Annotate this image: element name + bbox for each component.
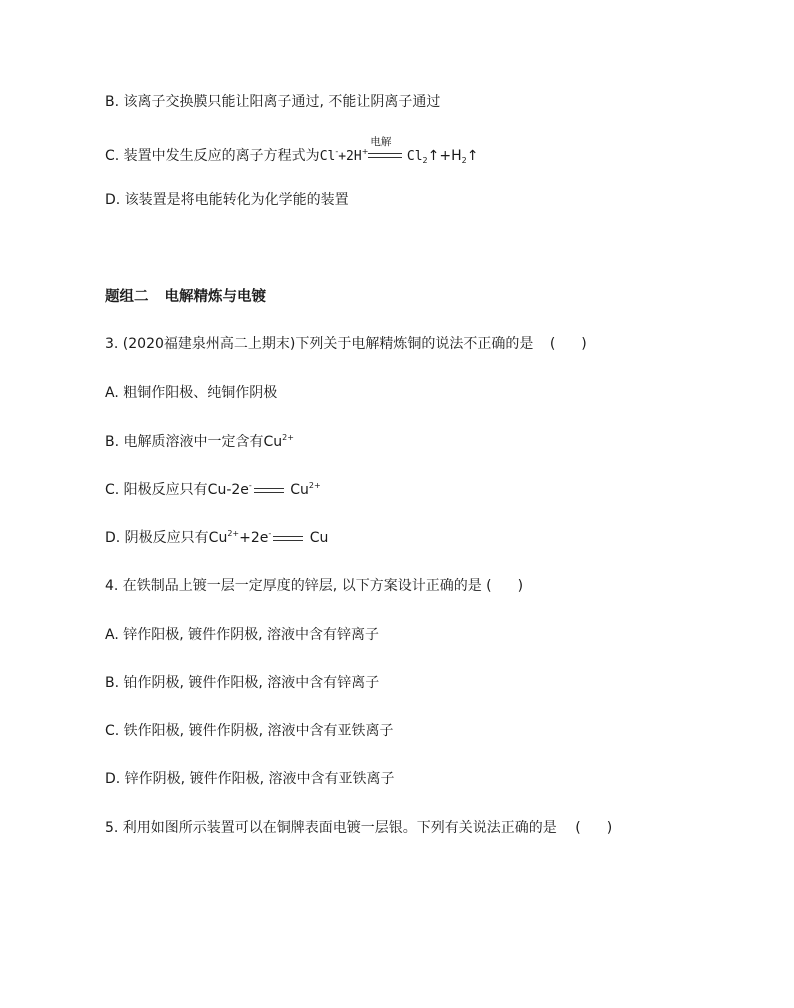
question-4-option-d: D. 锌作阴极, 镀件作阳极, 溶液中含有亚铁离子 bbox=[105, 771, 395, 787]
question-5-text: 5. 利用如图所示装置可以在铜牌表面电镀一层银。下列有关说法正确的是 bbox=[105, 820, 557, 836]
question-4-option-c: C. 铁作阳极, 镀件作阴极, 溶液中含有亚铁离子 bbox=[105, 723, 394, 739]
electron-term: +2e bbox=[239, 530, 269, 546]
chlorine-subscript: 2 bbox=[422, 156, 428, 165]
question-3-option-d bbox=[105, 528, 328, 548]
question-3-option-c bbox=[105, 480, 321, 500]
double-line bbox=[368, 153, 402, 158]
question-3-text: 3. (2020福建泉州高二上期末)下列关于电解精炼铜的说法不正确的是 bbox=[105, 336, 534, 352]
question-3-option-b bbox=[105, 432, 294, 452]
hydrogen-subscript: 2 bbox=[461, 156, 467, 165]
section-heading bbox=[105, 287, 266, 307]
question-4-stem bbox=[105, 576, 523, 596]
paren-open-5: ( bbox=[575, 820, 581, 836]
copper-ion-product: Cu bbox=[290, 482, 309, 498]
paren-close-5: ) bbox=[606, 820, 613, 836]
option-c-2-text: C. 装置中发生反应的离子方程式为 bbox=[105, 148, 320, 164]
copper-ion-charge: 2+ bbox=[282, 433, 294, 442]
answer-blank-5 bbox=[575, 818, 612, 838]
hydrogen-ion-term: +2H bbox=[338, 149, 362, 164]
question-4-option-a: A. 锌作阳极, 镀件作阴极, 溶液中含有锌离子 bbox=[105, 627, 380, 643]
option-c-text: C. 阳极反应只有Cu-2e bbox=[105, 482, 249, 498]
chlorine-symbol: Cl bbox=[406, 149, 423, 164]
answer-blank-4 bbox=[486, 576, 523, 596]
gas-arrow-1: ↑ bbox=[427, 148, 440, 164]
section-group: 题组二 bbox=[105, 289, 149, 305]
copper-ion-product-charge: 2+ bbox=[308, 481, 321, 490]
paren-close-4: ) bbox=[517, 578, 524, 594]
paren-open-4: ( bbox=[486, 578, 492, 594]
chloride-charge: - bbox=[335, 147, 339, 156]
electrolysis-condition: 电解 bbox=[370, 136, 392, 148]
option-d-text: D. 阴极反应只有Cu bbox=[105, 530, 228, 546]
paren-close: ) bbox=[581, 336, 587, 352]
hydrogen-charge: + bbox=[361, 147, 369, 156]
section-title: 电解精炼与电镀 bbox=[164, 289, 266, 305]
electron-charge-d: - bbox=[268, 529, 272, 538]
equals-sign-d bbox=[271, 528, 305, 548]
option-c-2 bbox=[105, 136, 479, 167]
answer-blank bbox=[550, 334, 587, 354]
question-4-text: 4. 在铁制品上镀一层一定厚度的锌层, 以下方案设计正确的是 bbox=[105, 578, 482, 594]
electrolysis-equals-sign bbox=[368, 136, 402, 166]
electron-charge: - bbox=[248, 481, 252, 490]
question-3-option-a: A. 粗铜作阳极、纯铜作阴极 bbox=[105, 385, 278, 401]
question-3-stem bbox=[105, 334, 587, 354]
chloride-symbol: Cl bbox=[319, 149, 336, 164]
paren-open: ( bbox=[549, 336, 556, 352]
option-b-text: B. 电解质溶液中一定含有Cu bbox=[105, 434, 283, 450]
option-d-2: D. 该装置是将电能转化为化学能的装置 bbox=[105, 192, 349, 208]
question-4-option-b: B. 铂作阴极, 镀件作阳极, 溶液中含有锌离子 bbox=[105, 675, 380, 691]
option-b-2: B. 该离子交换膜只能让阳离子通过, 不能让阴离子通过 bbox=[105, 94, 441, 110]
gas-arrow-2: ↑ bbox=[466, 148, 479, 164]
copper-ion-charge-d: 2+ bbox=[227, 529, 240, 538]
equals-sign bbox=[252, 480, 286, 500]
hydrogen-term: +H bbox=[439, 148, 462, 164]
question-5-stem bbox=[105, 818, 612, 838]
copper-product: Cu bbox=[309, 530, 329, 546]
